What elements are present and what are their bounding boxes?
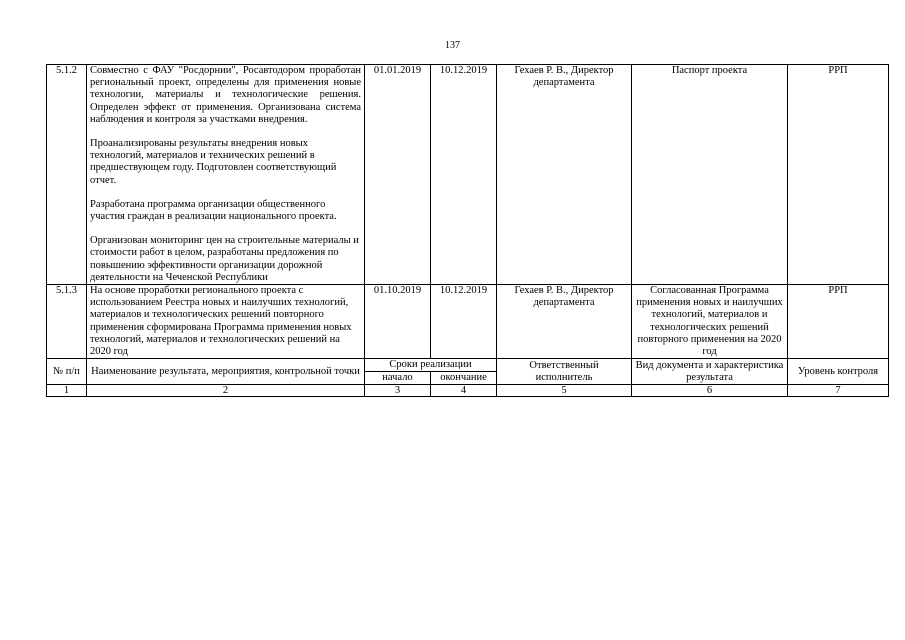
table-row [47, 65, 889, 285]
column-number: 2 [87, 385, 365, 397]
start-date: 01.01.2019 [365, 65, 431, 285]
responsible-person: Гехаев Р. В., Директор департамента [497, 65, 632, 285]
header-document: Вид документа и характеристика результата [632, 359, 788, 385]
document-type: Согласованная Программа применения новых и наилучших технологий, материалов и технологических решений повторного применения на 2020 год [632, 285, 788, 359]
control-level: РРП [788, 285, 889, 359]
result-paragraph: Совместно с ФАУ "Росдорнии", Росавтодором проработан региональный проект, определены для применения новые технологии, материалы и технологические решения. Определен эффект от применения. Организована система наблюдения и контроля за участками внедрения. [90, 65, 361, 125]
result-paragraph: Проанализированы результаты внедрения новых технологий, материалов и технических решений в предшествующем году. Подготовлен соответствующий отчет. [90, 138, 337, 186]
header-control: Уровень контроля [788, 359, 889, 385]
result-paragraph: Организован мониторинг цен на строительные материалы и стоимости работ в целом, разработаны предложения по повышению эффективности организации дорожной деятельности на Чеченской Республики [90, 235, 359, 283]
header-num: № п/п [47, 359, 87, 385]
start-date: 01.10.2019 [365, 285, 431, 359]
responsible-person: Гехаев Р. В., Директор департамента [497, 285, 632, 359]
page-number: 137 [445, 40, 460, 51]
end-date: 10.12.2019 [431, 285, 497, 359]
results-table [46, 64, 889, 397]
table-row [47, 285, 889, 359]
header-name: Наименование результата, мероприятия, контрольной точки [87, 359, 365, 385]
column-numbers-row [47, 385, 889, 397]
column-number: 1 [47, 385, 87, 397]
column-number: 7 [788, 385, 889, 397]
row-number: 5.1.3 [47, 285, 87, 359]
result-description [87, 285, 365, 359]
header-row [47, 359, 889, 372]
header-start: начало [365, 372, 431, 385]
row-number: 5.1.2 [47, 65, 87, 285]
column-number: 6 [632, 385, 788, 397]
header-terms: Сроки реализации [365, 359, 497, 372]
header-end: окончание [431, 372, 497, 385]
column-number: 4 [431, 385, 497, 397]
control-level: РРП [788, 65, 889, 285]
result-paragraph: На основе проработки регионального проекта с использованием Реестра новых и наилучших технологий, материалов и технологических решений повторного применения сформирована Программа применения новых технологий, материалов и технологических решений на 2020 год [90, 285, 352, 358]
result-paragraph: Разработана программа организации общественного участия граждан в реализации национального проекта. [90, 198, 337, 223]
column-number: 3 [365, 385, 431, 397]
header-responsible: Ответственный исполнитель [497, 359, 632, 385]
column-number: 5 [497, 385, 632, 397]
end-date: 10.12.2019 [431, 65, 497, 285]
document-type: Паспорт проекта [632, 65, 788, 285]
result-description [87, 65, 365, 285]
